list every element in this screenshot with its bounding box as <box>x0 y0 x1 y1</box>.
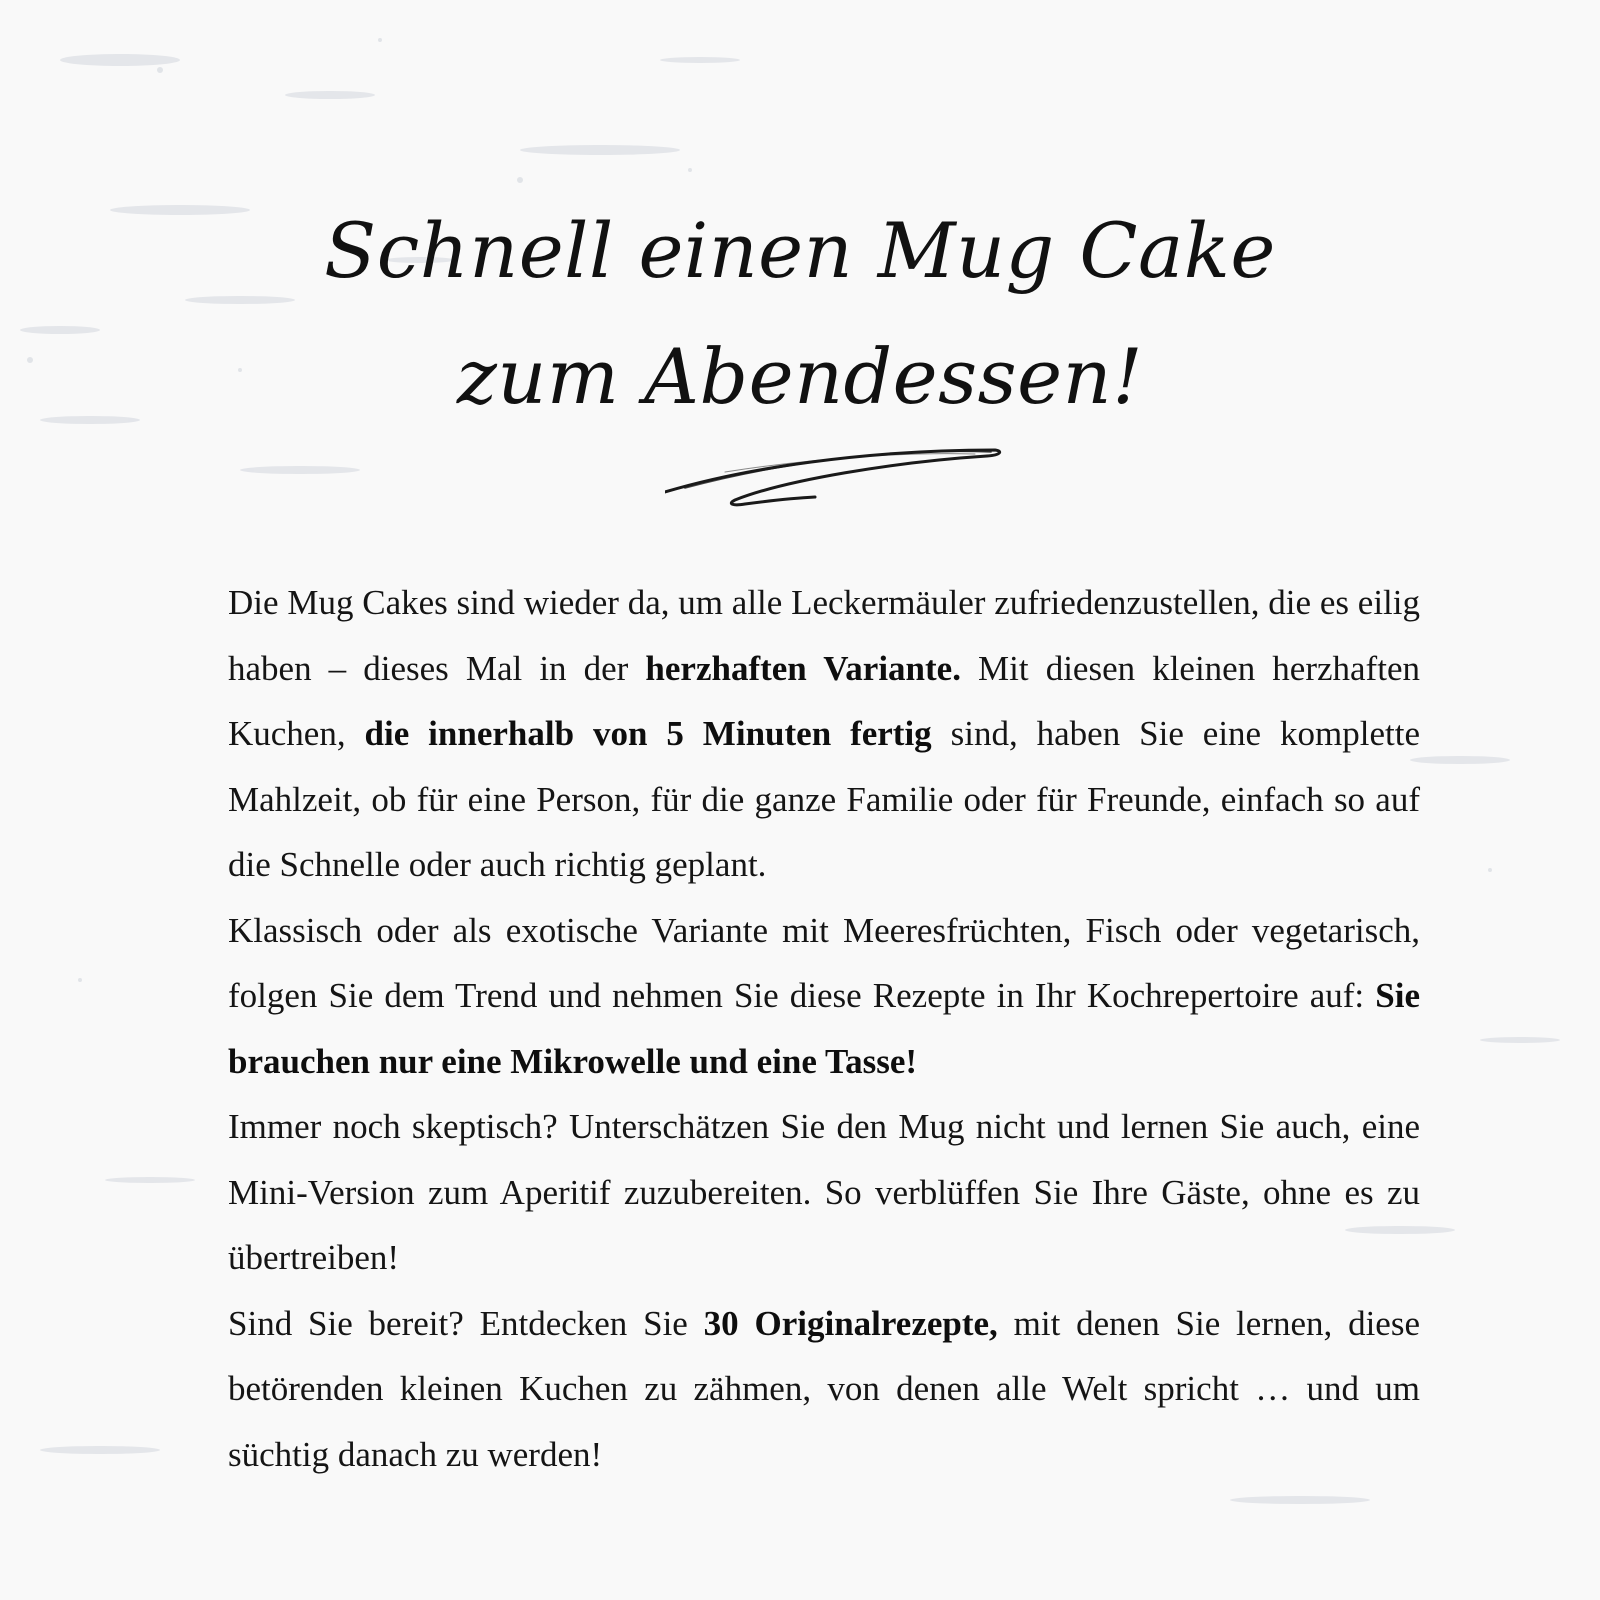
text-run: Klassisch oder als exotische Variante mit Meeresfrüchten, Fisch oder vegetarisch, folgen Sie dem Trend und nehmen Sie diese Rezepte in Ihr Kochrepertoire auf: <box>228 910 1420 1015</box>
bold-text-run: 30 Originalrezepte, <box>703 1303 998 1343</box>
text-run: Mit diesen kleinen herzhaften Kuchen, <box>228 648 1420 753</box>
paragraph <box>228 1094 1420 1291</box>
bold-text-run: Sie brauchen nur eine Mikrowelle und eine Tasse! <box>228 976 1420 1081</box>
text-run: sind, haben Sie eine komplette Mahlzeit, ob für eine Person, für die ganze Familie oder für Freunde, einfach so auf die Schnelle oder auch richtig geplant. <box>228 714 1420 884</box>
paragraph <box>228 1291 1420 1488</box>
decorative-swoosh-icon <box>665 442 1005 518</box>
paragraph <box>228 570 1420 898</box>
paragraph <box>228 898 1420 1095</box>
text-run: Die Mug Cakes sind wieder da, um alle Leckermäuler zufriedenzustellen, die es eilig haben – dieses Mal in der <box>228 583 1420 688</box>
title-line-2: zum Abendessen! <box>456 332 1144 421</box>
page-title <box>300 188 1300 440</box>
text-run: mit denen Sie lernen, diese betörenden kleinen Kuchen zu zähmen, von denen alle Welt spricht … und um süchtig danach zu werden! <box>228 1303 1420 1474</box>
body-text <box>228 570 1420 1487</box>
text-run: Sind Sie bereit? Entdecken Sie <box>228 1303 704 1343</box>
text-run: Immer noch skeptisch? Unterschätzen Sie den Mug nicht und lernen Sie auch, eine Mini-Version zum Aperitif zuzubereiten. So verblüffen Sie Ihre Gäste, ohne es zu übertreiben! <box>228 1107 1420 1277</box>
title-line-1: Schnell einen Mug Cake <box>324 206 1276 295</box>
bold-text-run: herzhaften Variante. <box>645 648 961 688</box>
bold-text-run: die innerhalb von 5 Minuten fertig <box>364 714 932 753</box>
